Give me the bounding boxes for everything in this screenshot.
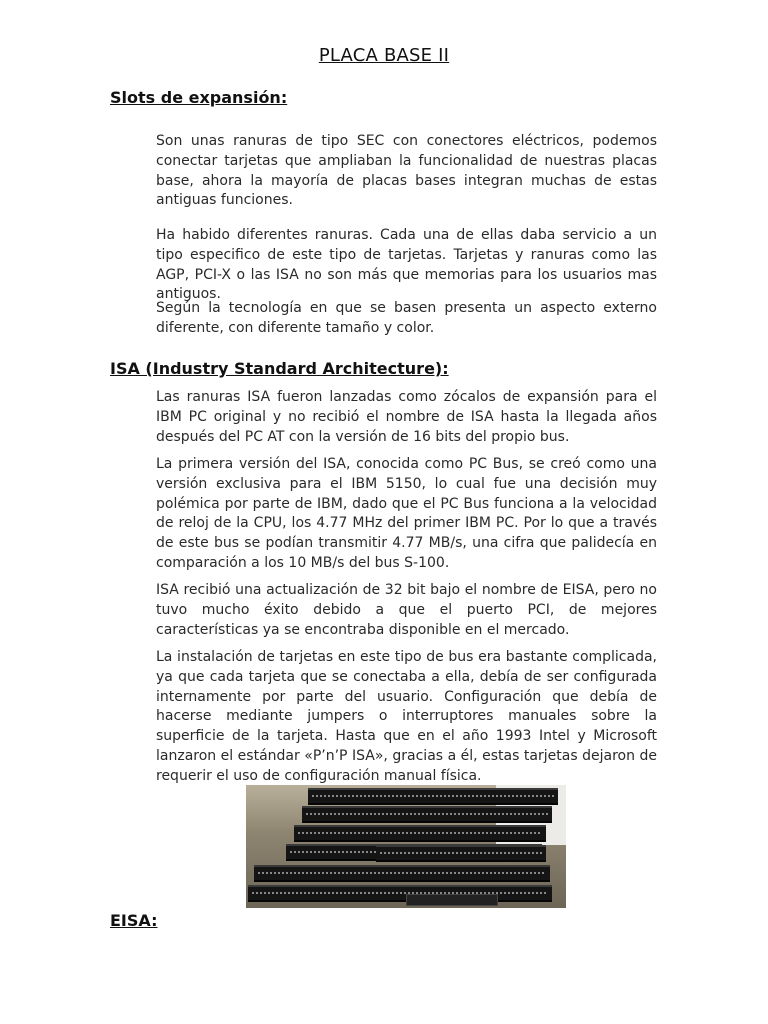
heading-slots-expansion: Slots de expansión: xyxy=(110,88,288,107)
isa-slot xyxy=(254,865,550,882)
paragraph: Según la tecnología en que se basen presenta un aspecto externo diferente, con diferente tamaño y color. xyxy=(156,300,657,336)
paragraph: La primera versión del ISA, conocida como PC Bus, se creó como una versión exclusiva para el IBM 5150, lo cual fue una decisión muy polémica por parte de IBM, dado que el PC Bus funciona a la velocidad de reloj de la CPU, los 4.77 MHz del primer IBM PC. Por lo que a través de este bus se podían transmitir 4.77 MB/s, una cifra que palidecía en comparación a los 10 MB/s del bus S-100. xyxy=(156,456,657,571)
isa-slot xyxy=(294,825,546,842)
paragraph: Son unas ranuras de tipo SEC con conectores eléctricos, podemos conectar tarjetas que ampliaban la funcionalidad de nuestras placas base, ahora la mayoría de placas bases integran muchas de estas antiguas funciones. xyxy=(156,133,657,209)
heading-isa: ISA (Industry Standard Architecture): xyxy=(110,359,449,378)
chip xyxy=(406,894,498,906)
document-title: PLACA BASE II xyxy=(318,45,450,66)
isa-slot xyxy=(376,845,546,862)
heading-eisa: EISA: xyxy=(110,911,158,930)
paragraph: La instalación de tarjetas en este tipo de bus era bastante complicada, ya que cada tarjeta que se conectaba a ella, debía de ser configurada internamente por parte del usuario. Configuración que debía de hacerse mediante jumpers o interruptores manuales sobre la superficie de la tarjeta. Hasta que en el año 1993 Intel y Microsoft lanzaron el estándar «P’n’P ISA», gracias a él, estas tarjetas dejaron de requerir el uso de configuración manual física. xyxy=(156,649,657,784)
paragraph: Ha habido diferentes ranuras. Cada una de ellas daba servicio a un tipo especifico de este tipo de tarjetas. Tarjetas y ranuras como las AGP, PCI-X o las ISA no son más que memorias para los usuarios mas antiguos. xyxy=(156,227,657,303)
isa-slot xyxy=(302,806,552,823)
isa-slot xyxy=(248,885,552,902)
isa-slots-photo xyxy=(246,785,566,908)
paragraph: Las ranuras ISA fueron lanzadas como zócalos de expansión para el IBM PC original y no recibió el nombre de ISA hasta la llegada años después del PC AT con la versión de 16 bits del propio bus. xyxy=(156,389,657,445)
isa-slot xyxy=(308,788,558,805)
paragraph: ISA recibió una actualización de 32 bit bajo el nombre de EISA, pero no tuvo mucho éxito debido a que el puerto PCI, de mejores características ya se encontraba disponible en el mercado. xyxy=(156,582,657,638)
